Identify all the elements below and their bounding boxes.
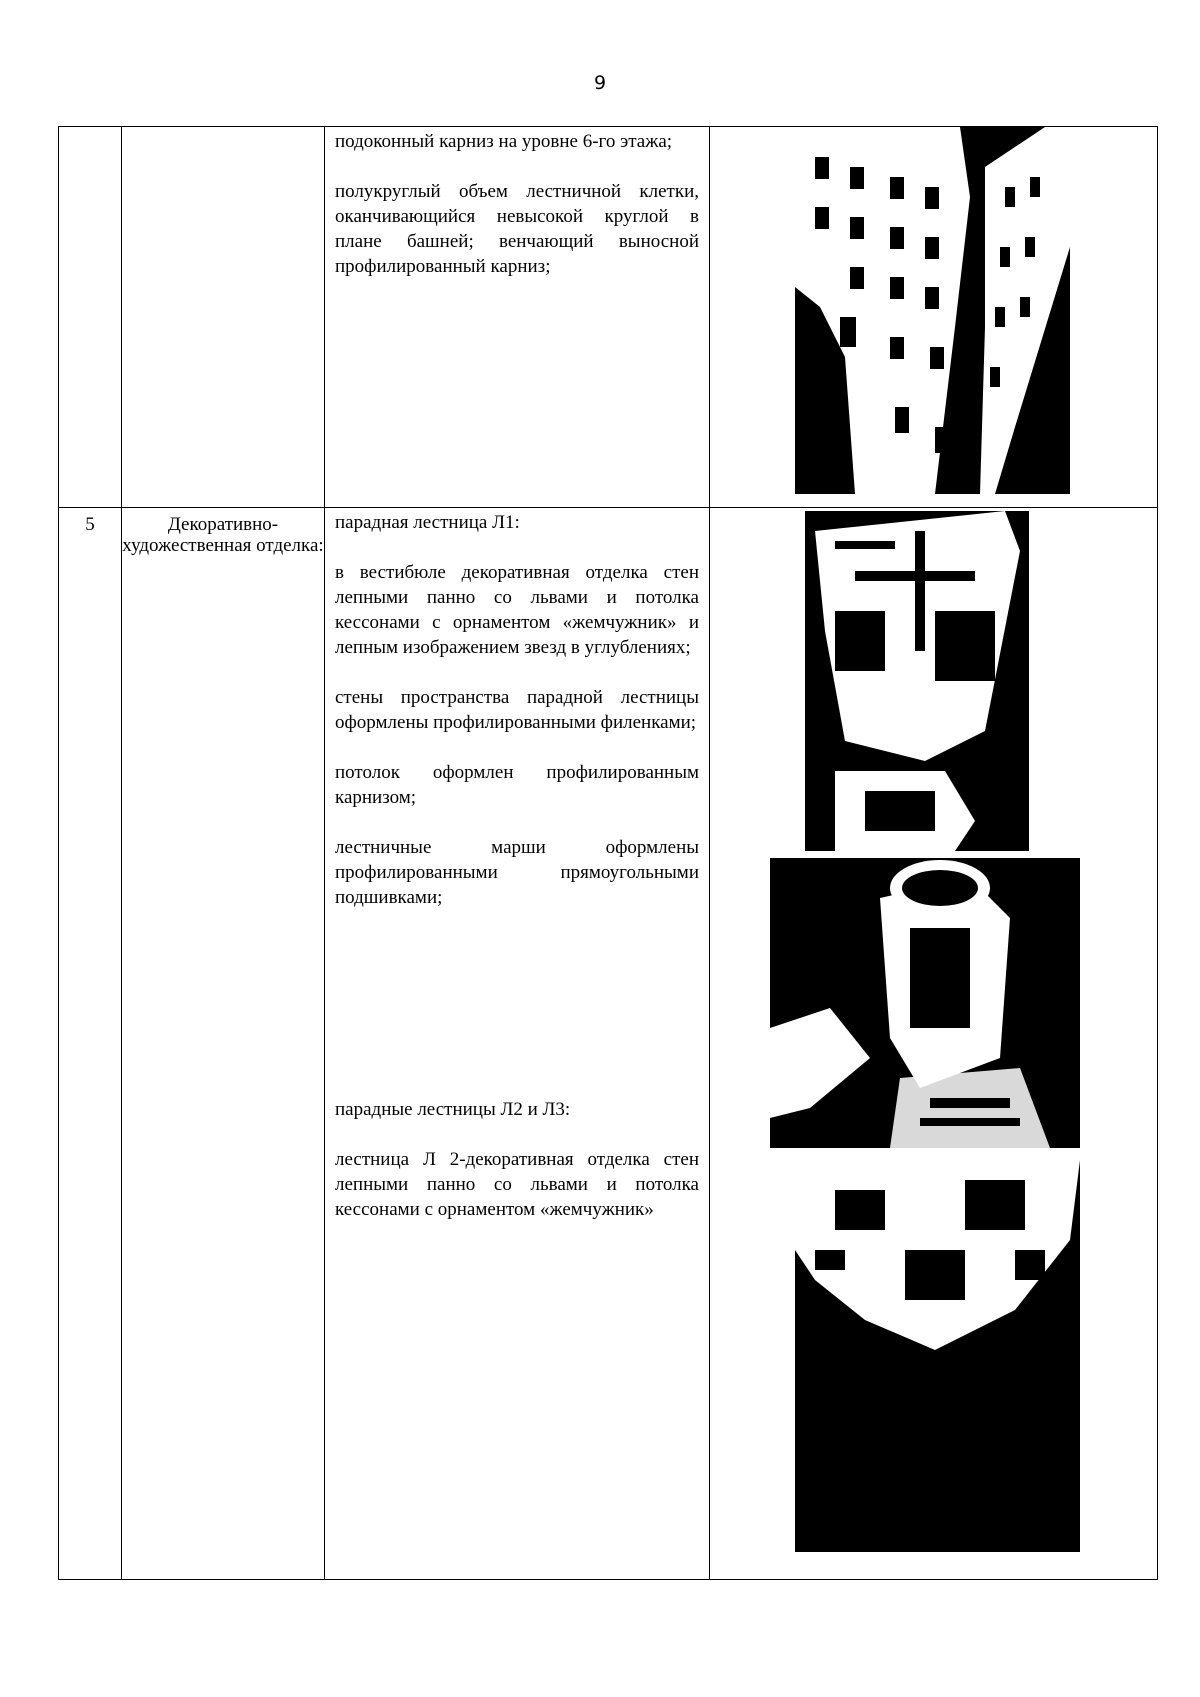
row-category: Декоративно-художественная отделка: [122,508,325,1580]
description-paragraph: полукруглый объем лестничной клетки, оканчивающийся невысокой круглой в плане башней; венчающий выносной профилированный карниз; [335,181,699,277]
description-paragraph: парадные лестницы Л2 и Л3: [335,1099,571,1120]
photo-cell [710,508,1158,1580]
photo-cell [710,127,1158,508]
description-paragraph: лестничные марши оформлены профилированными прямоугольными подшивками; [335,837,699,908]
vestibule-ceiling-photo [805,511,1029,851]
row-number [59,127,122,508]
document-table [58,126,1158,1580]
table-row [59,508,1158,1580]
row-category [122,127,325,508]
row-description [325,508,710,1580]
description-paragraph: парадная лестница Л1: [335,512,520,533]
row-number: 5 [59,508,122,1580]
description-paragraph: стены пространства парадной лестницы оформлены профилированными филенками; [335,687,699,733]
description-paragraph: подоконный карниз на уровне 6-го этажа; [335,131,673,152]
description-paragraph: потолок оформлен профилированным карнизом; [335,762,699,808]
table-row [59,127,1158,508]
description-paragraph: в вестибюле декоративная отделка стен лепными панно со львами и потолка кессонами с орнаментом «жемчужник» и лепным изображением звезд в углублениях; [335,562,699,658]
staircase-ceiling-photo [770,858,1080,1148]
description-paragraph: лестница Л 2-декоративная отделка стен лепными панно со львами и потолка кессонами с орнаментом «жемчужник» [335,1149,699,1220]
row-description [325,127,710,508]
courtyard-facade-photo [795,127,1070,494]
page-number: 9 [593,72,607,94]
staircase-l2-photo [795,1160,1080,1552]
